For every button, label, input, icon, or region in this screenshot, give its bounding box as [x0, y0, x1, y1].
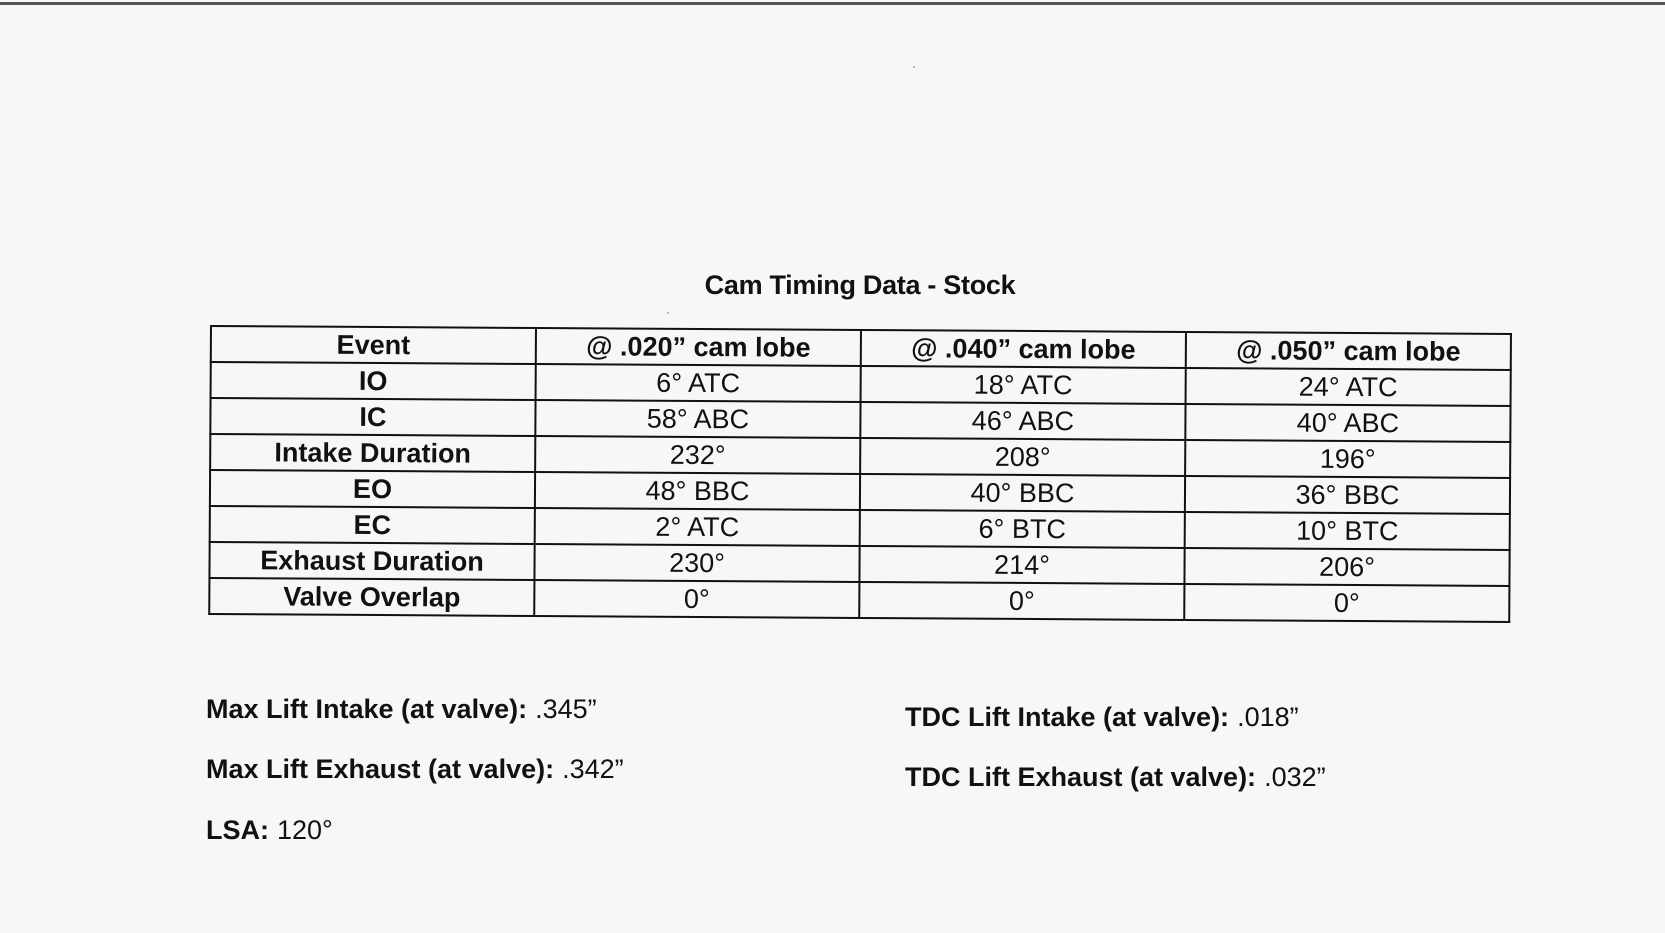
table-cell: 48° BBC: [535, 472, 860, 510]
table-cell: 196°: [1185, 440, 1510, 478]
table-cell: 214°: [859, 546, 1184, 584]
spec-value: 120°: [277, 815, 333, 845]
event-cell: IC: [210, 398, 535, 436]
table-cell: 46° ABC: [860, 402, 1185, 440]
column-header: @ .020” cam lobe: [536, 328, 861, 366]
table-cell: 58° ABC: [535, 400, 860, 438]
event-cell: Exhaust Duration: [209, 542, 534, 580]
table-cell: 40° ABC: [1185, 404, 1510, 442]
max-lift-intake: [206, 694, 597, 725]
spec-value: .018”: [1237, 702, 1299, 732]
tdc-lift-intake: [905, 702, 1299, 733]
table-cell: 36° BBC: [1185, 476, 1510, 514]
cam-timing-table-container: [208, 325, 1510, 623]
column-header: @ .050” cam lobe: [1186, 332, 1511, 370]
table-cell: 230°: [534, 544, 859, 582]
cam-timing-table: [208, 325, 1512, 623]
spec-label: LSA:: [206, 815, 269, 845]
table-cell: 0°: [534, 580, 859, 618]
column-header: Event: [211, 326, 536, 364]
table-cell: 0°: [1184, 584, 1509, 622]
table-cell: 6° BTC: [860, 510, 1185, 548]
table-cell: 40° BBC: [860, 474, 1185, 512]
event-cell: IO: [211, 362, 536, 400]
spec-value: .345”: [535, 694, 597, 724]
event-cell: Intake Duration: [210, 434, 535, 472]
spec-label: Max Lift Exhaust (at valve):: [206, 754, 555, 784]
column-header: @ .040” cam lobe: [861, 330, 1186, 368]
spec-value: .032”: [1264, 762, 1326, 792]
table-cell: 2° ATC: [535, 508, 860, 546]
table-cell: 6° ATC: [536, 364, 861, 402]
scan-speck: [913, 66, 915, 68]
max-lift-exhaust: [206, 754, 624, 785]
table-cell: 18° ATC: [861, 366, 1186, 404]
event-cell: EC: [210, 506, 535, 544]
table-cell: 0°: [859, 582, 1184, 620]
page-top-edge: [0, 2, 1665, 5]
spec-label: TDC Lift Exhaust (at valve):: [905, 762, 1257, 792]
table-cell: 24° ATC: [1186, 368, 1511, 406]
scan-speck: [667, 312, 669, 314]
table-cell: 232°: [535, 436, 860, 474]
lsa: [206, 815, 333, 846]
event-cell: EO: [210, 470, 535, 508]
table-row: [209, 578, 1509, 622]
page-title: Cam Timing Data - Stock: [704, 270, 1016, 300]
table-cell: 206°: [1184, 548, 1509, 586]
tdc-lift-exhaust: [905, 762, 1326, 793]
spec-value: .342”: [562, 754, 624, 784]
spec-label: Max Lift Intake (at valve):: [206, 694, 528, 724]
table-cell: 208°: [860, 438, 1185, 476]
table-cell: 10° BTC: [1185, 512, 1510, 550]
spec-label: TDC Lift Intake (at valve):: [905, 702, 1230, 732]
event-cell: Valve Overlap: [209, 578, 534, 616]
